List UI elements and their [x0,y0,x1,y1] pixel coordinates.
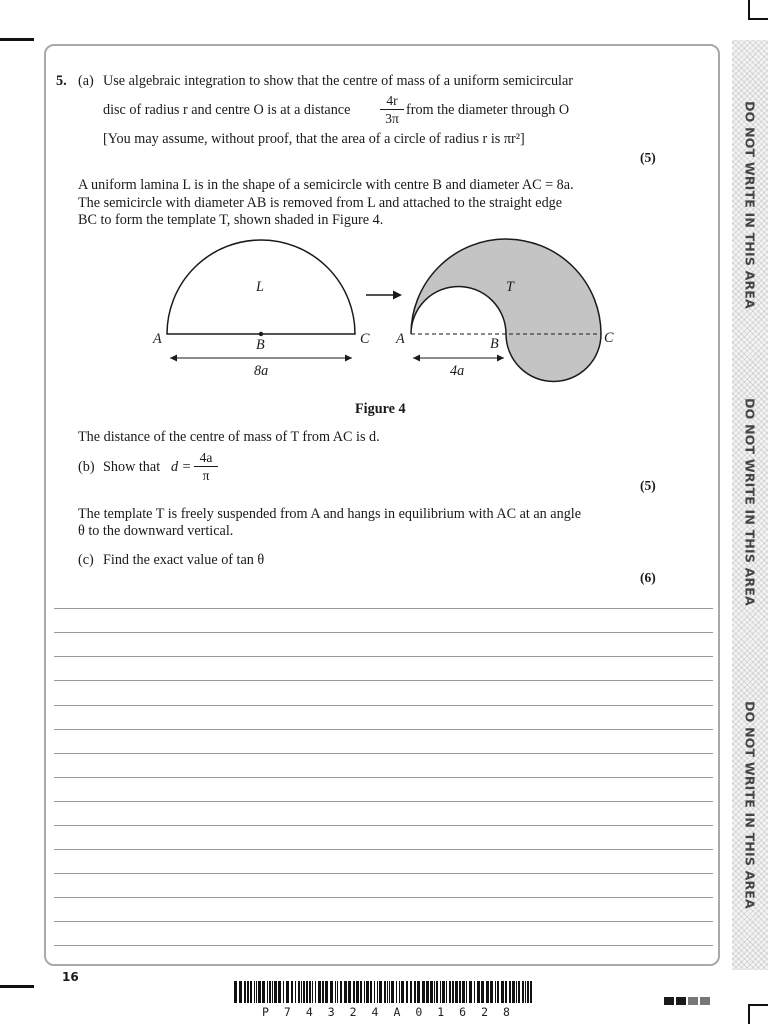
template-T-shape [411,239,601,381]
part-b-marks: (5) [640,478,656,493]
answer-line[interactable] [54,680,713,681]
figure-caption: Figure 4 [355,401,406,417]
answer-line[interactable] [54,849,713,850]
part-a-fraction-denominator: 3π [385,111,399,126]
page-marker-square-3 [688,997,698,1005]
answer-line[interactable] [54,873,713,874]
barcode-digit: 6 [459,1005,467,1019]
part-c-marks: (6) [640,570,656,585]
centre-B-dot [259,332,263,336]
barcode-digit: A [393,1005,401,1019]
crop-mark-top-left [0,38,34,41]
barcode-digit: P [262,1005,269,1019]
page-number: 16 [62,970,79,984]
fig-label-L: L [256,279,264,295]
part-a-fraction-numerator: 4r [386,93,398,108]
barcode-digit: 2 [349,1005,357,1019]
part-b-label: (b) [78,459,95,475]
barcode-digit: 2 [481,1005,488,1019]
part-a-fraction [380,93,404,126]
side-notice-top: DO NOT WRITE IN THIS AREA [742,101,758,309]
answer-line[interactable] [54,777,713,778]
barcode-digit: 3 [327,1005,335,1019]
crop-mark-bottom-right-v [748,1004,750,1024]
fig-label-C-right: C [604,330,614,346]
answer-line[interactable] [54,825,713,826]
fig-label-C-left: C [360,331,370,347]
answer-line[interactable] [54,897,713,898]
side-notice-bottom: DO NOT WRITE IN THIS AREA [742,701,758,909]
intro-line3: BC to form the template T, shown shaded in Figure 4. [78,212,384,228]
suspension-line1: The template T is freely suspended from A and hangs in equilibrium with AC at an angle [78,506,582,522]
part-b-text: Show that [103,459,161,475]
crop-mark-bottom-left [0,985,34,988]
fig-dimension-4a: 4a [450,363,465,379]
part-a-line2-after: from the diameter through O [406,102,570,118]
part-b-lhs: d = [171,459,192,475]
part-a-line2-before: disc of radius r and centre O is at a distance [103,102,351,118]
answer-line[interactable] [54,921,713,922]
crop-mark-top-right-v [748,0,750,20]
barcode-icon [234,981,536,1003]
barcode-digits [262,1005,510,1019]
answer-line[interactable] [54,608,713,609]
barcode-digit: 1 [437,1005,445,1019]
barcode-digit: 7 [283,1005,291,1019]
question-number: 5. [56,73,67,89]
side-notice-middle: DO NOT WRITE IN THIS AREA [742,398,758,606]
barcode-digit: 8 [502,1005,510,1019]
part-b-fraction-denominator: π [202,468,210,483]
part-c-text: Find the exact value of tan θ [103,552,265,568]
page-marker-square-1 [664,997,674,1005]
part-a-line3: [You may assume, without proof, that the area of a circle of radius r is πr²] [103,131,525,147]
barcode-digit: 4 [305,1005,313,1019]
part-c-label: (c) [78,552,94,568]
part-b-fraction-numerator: 4a [199,450,213,465]
answer-line[interactable] [54,945,713,946]
fig-label-T: T [506,279,514,295]
intro-line2: The semicircle with diameter AB is removed from L and attached to the straight edge [78,195,563,211]
part-b-fraction [194,450,218,483]
crop-mark-bottom-right-h [748,1004,768,1006]
distance-statement: The distance of the centre of mass of T from AC is d. [78,429,380,445]
fig-dimension-8a: 8a [254,363,269,379]
answer-line[interactable] [54,705,713,706]
intro-line1: A uniform lamina L is in the shape of a semicircle with centre B and diameter AC = 8a. [78,177,574,193]
answer-line[interactable] [54,801,713,802]
part-a-label: (a) [78,73,94,89]
fig-label-B-left: B [256,337,265,353]
barcode-digit: 4 [371,1005,379,1019]
fig-label-A-right: A [396,331,405,347]
crop-mark-top-right-h [748,18,768,20]
fig-label-B-right: B [490,336,499,352]
figure-4-diagram [140,236,640,386]
page-marker-square-4 [700,997,710,1005]
answer-line[interactable] [54,656,713,657]
suspension-line2: θ to the downward vertical. [78,523,234,539]
part-a-line1: Use algebraic integration to show that the centre of mass of a uniform semicircular [103,73,573,89]
fig-label-A-left: A [153,331,162,347]
answer-line[interactable] [54,753,713,754]
answer-line[interactable] [54,632,713,633]
part-a-marks: (5) [640,150,656,165]
barcode-digit: 0 [415,1005,423,1019]
answer-line[interactable] [54,729,713,730]
page-marker-square-2 [676,997,686,1005]
